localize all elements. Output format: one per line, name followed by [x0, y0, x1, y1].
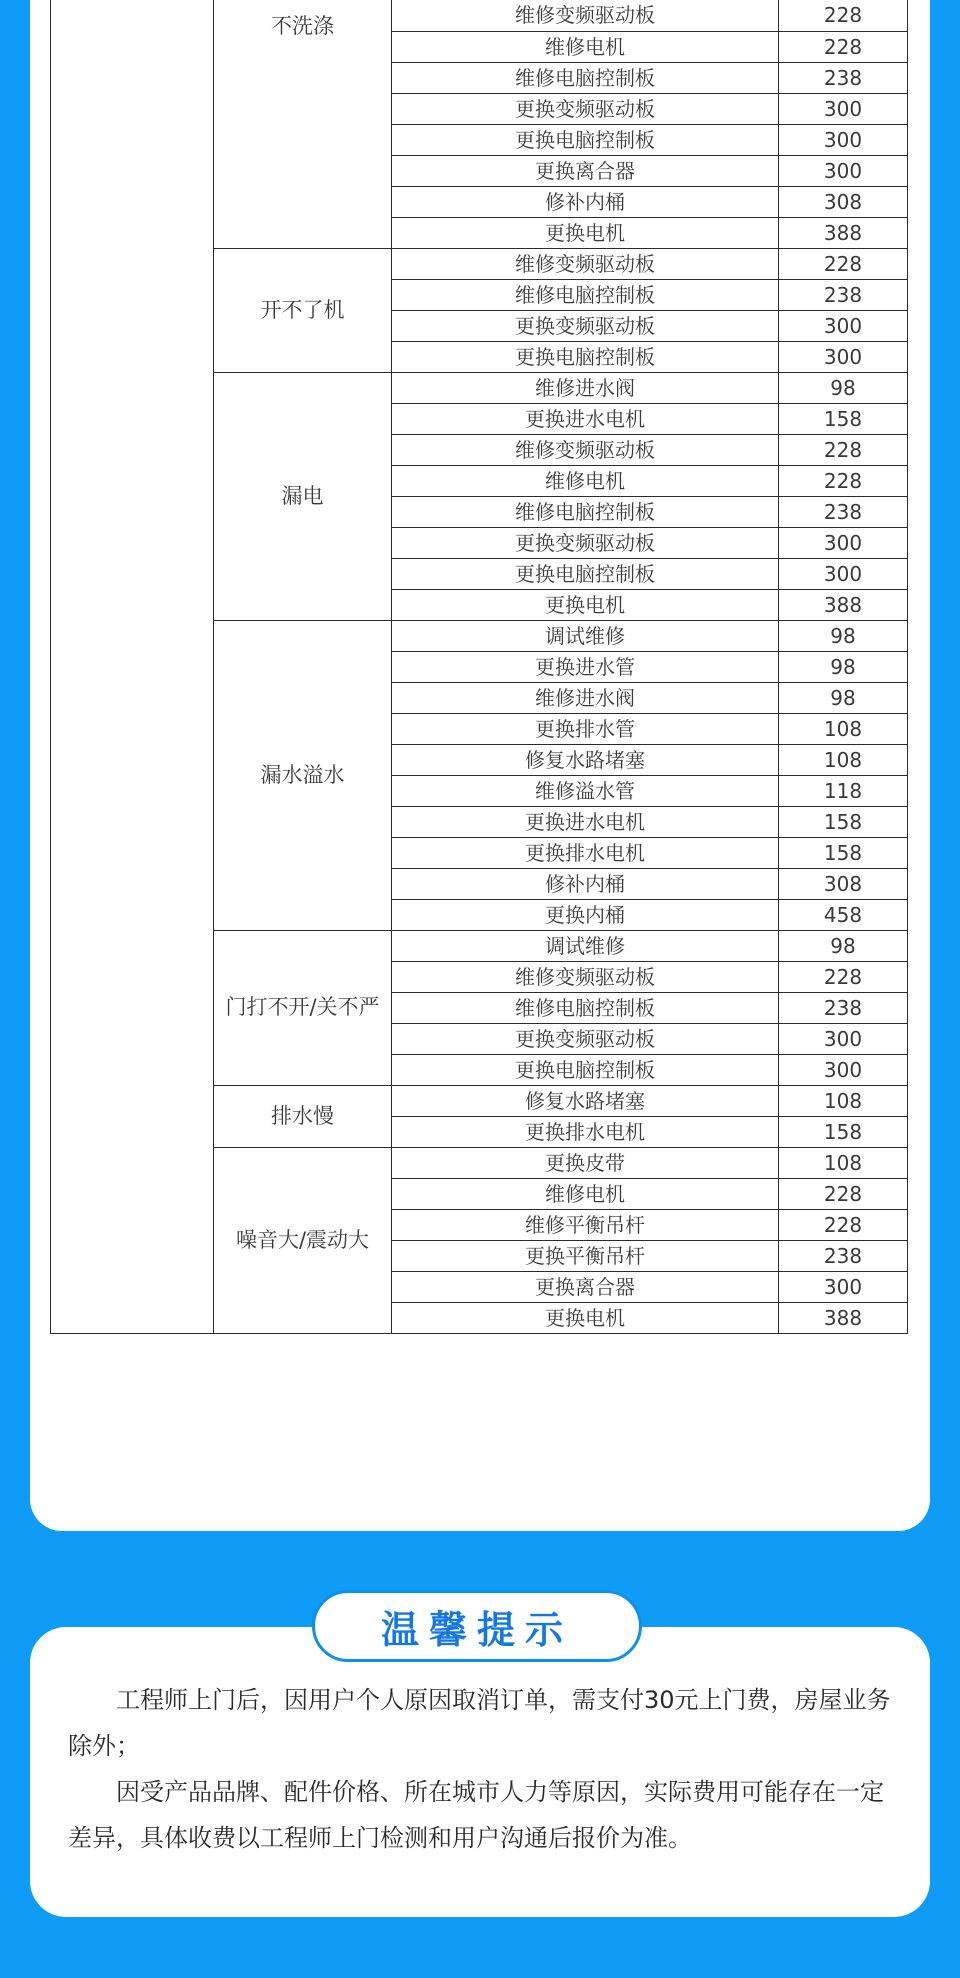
- service-cell: 调试维修: [392, 620, 779, 651]
- service-cell: 更换电脑控制板: [392, 558, 779, 589]
- service-cell: 维修电机: [392, 465, 779, 496]
- service-cell: 更换排水管: [392, 713, 779, 744]
- price-cell: 238: [779, 1240, 908, 1271]
- price-cell: 108: [779, 713, 908, 744]
- service-cell: 更换电脑控制板: [392, 124, 779, 155]
- tips-title: 温馨提示: [380, 1607, 573, 1652]
- price-cell: 300: [779, 310, 908, 341]
- service-cell: 维修变频驱动板: [392, 248, 779, 279]
- service-cell: 更换离合器: [392, 1271, 779, 1302]
- service-cell: 更换进水电机: [392, 806, 779, 837]
- service-cell: 更换皮带: [392, 1147, 779, 1178]
- appliance-category-cell: [51, 0, 214, 1333]
- service-cell: 修补内桶: [392, 868, 779, 899]
- service-cell: 更换电脑控制板: [392, 341, 779, 372]
- price-cell: 158: [779, 403, 908, 434]
- price-cell: 300: [779, 341, 908, 372]
- price-cell: 388: [779, 589, 908, 620]
- service-cell: 维修电脑控制板: [392, 279, 779, 310]
- price-cell: 98: [779, 372, 908, 403]
- table-row: [51, 0, 908, 31]
- fault-cell: 排水慢: [214, 1085, 392, 1147]
- fault-cell: 漏电: [214, 372, 392, 620]
- fault-cell: 噪音大/震动大: [214, 1147, 392, 1333]
- price-cell: 300: [779, 1054, 908, 1085]
- price-cell: 118: [779, 775, 908, 806]
- price-cell: 108: [779, 744, 908, 775]
- price-cell: 388: [779, 217, 908, 248]
- service-cell: 维修进水阀: [392, 682, 779, 713]
- service-cell: 更换变频驱动板: [392, 93, 779, 124]
- price-cell: 228: [779, 31, 908, 62]
- price-cell: 98: [779, 620, 908, 651]
- service-cell: 更换电机: [392, 589, 779, 620]
- price-table: [50, 0, 908, 1334]
- service-cell: 维修进水阀: [392, 372, 779, 403]
- price-table-body: [51, 0, 908, 1333]
- price-cell: 308: [779, 868, 908, 899]
- price-cell: 300: [779, 155, 908, 186]
- price-cell: 238: [779, 992, 908, 1023]
- service-cell: 更换内桶: [392, 899, 779, 930]
- price-cell: 300: [779, 1271, 908, 1302]
- fault-cell: 不洗涤: [214, 0, 392, 248]
- service-cell: 维修变频驱动板: [392, 434, 779, 465]
- price-cell: 458: [779, 899, 908, 930]
- service-cell: 维修溢水管: [392, 775, 779, 806]
- price-cell: 228: [779, 0, 908, 31]
- service-cell: 维修变频驱动板: [392, 0, 779, 31]
- price-cell: 238: [779, 279, 908, 310]
- fault-cell: 门打不开/关不严: [214, 930, 392, 1085]
- price-cell: 228: [779, 961, 908, 992]
- service-cell: 更换排水电机: [392, 1116, 779, 1147]
- service-cell: 更换变频驱动板: [392, 310, 779, 341]
- service-cell: 更换变频驱动板: [392, 527, 779, 558]
- price-cell: 300: [779, 527, 908, 558]
- price-cell: 158: [779, 837, 908, 868]
- price-cell: 108: [779, 1147, 908, 1178]
- price-cell: 108: [779, 1085, 908, 1116]
- price-cell: 158: [779, 1116, 908, 1147]
- price-cell: 98: [779, 651, 908, 682]
- tips-paragraph-1: 工程师上门后，因用户个人原因取消订单，需支付30元上门费，房屋业务除外；: [68, 1686, 891, 1760]
- tips-card: [30, 1627, 930, 1917]
- tips-text: [68, 1677, 898, 1861]
- price-cell: 308: [779, 186, 908, 217]
- price-cell: 98: [779, 682, 908, 713]
- service-cell: 更换电机: [392, 1302, 779, 1333]
- price-cell: 238: [779, 496, 908, 527]
- service-cell: 维修变频驱动板: [392, 961, 779, 992]
- price-cell: 98: [779, 930, 908, 961]
- service-cell: 维修电脑控制板: [392, 62, 779, 93]
- price-table-card: [30, 0, 930, 1531]
- tips-paragraph-2: 因受产品品牌、配件价格、所在城市人力等原因，实际费用可能存在一定差异，具体收费以工程师上门检测和用户沟通后报价为准。: [68, 1778, 884, 1852]
- price-cell: 300: [779, 93, 908, 124]
- price-cell: 228: [779, 1178, 908, 1209]
- price-cell: 158: [779, 806, 908, 837]
- service-cell: 更换进水电机: [392, 403, 779, 434]
- price-cell: 228: [779, 434, 908, 465]
- service-cell: 维修平衡吊杆: [392, 1209, 779, 1240]
- service-cell: 修复水路堵塞: [392, 1085, 779, 1116]
- tips-title-badge: [312, 1590, 642, 1662]
- price-cell: 228: [779, 248, 908, 279]
- service-cell: 修补内桶: [392, 186, 779, 217]
- price-cell: 228: [779, 465, 908, 496]
- price-cell: 238: [779, 62, 908, 93]
- price-cell: 228: [779, 1209, 908, 1240]
- service-cell: 维修电脑控制板: [392, 496, 779, 527]
- price-cell: 388: [779, 1302, 908, 1333]
- price-cell: 300: [779, 124, 908, 155]
- service-cell: 更换电脑控制板: [392, 1054, 779, 1085]
- service-cell: 更换排水电机: [392, 837, 779, 868]
- fault-cell: 漏水溢水: [214, 620, 392, 930]
- service-cell: 维修电脑控制板: [392, 992, 779, 1023]
- price-cell: 300: [779, 1023, 908, 1054]
- service-cell: 更换变频驱动板: [392, 1023, 779, 1054]
- service-cell: 更换进水管: [392, 651, 779, 682]
- service-cell: 维修电机: [392, 1178, 779, 1209]
- service-cell: 更换平衡吊杆: [392, 1240, 779, 1271]
- price-cell: 300: [779, 558, 908, 589]
- fault-cell: 开不了机: [214, 248, 392, 372]
- service-cell: 更换离合器: [392, 155, 779, 186]
- service-cell: 更换电机: [392, 217, 779, 248]
- service-cell: 维修电机: [392, 31, 779, 62]
- service-cell: 修复水路堵塞: [392, 744, 779, 775]
- service-cell: 调试维修: [392, 930, 779, 961]
